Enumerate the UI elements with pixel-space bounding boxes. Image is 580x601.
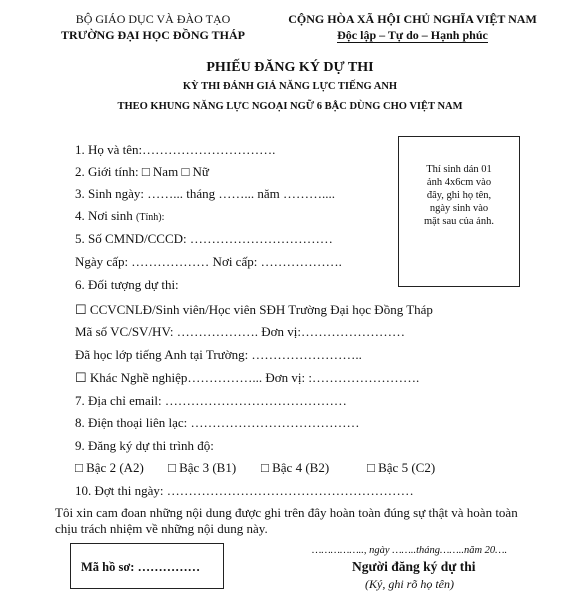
- level-option-b2: □ Bậc 4 (B2): [261, 460, 330, 475]
- commitment-text: Tôi xin cam đoan những nội dung được ghi trên đây hoàn toàn đúng sự thật và hoàn toàn chịu trách nhiệm về những nội dung này.: [55, 505, 518, 536]
- field-english-class: Đã học lớp tiếng Anh tại Trường: ……………………..: [75, 347, 362, 362]
- signer-note: (Ký, ghi rõ họ tên): [365, 577, 454, 591]
- field-id-code-unit: Mã số VC/SV/HV: ………………. Đơn vị:……………………: [75, 324, 405, 339]
- form-subtitle-2: THEO KHUNG NĂNG LỰC NGOẠI NGỮ 6 BẬC DÙNG CHO VIỆT NAM: [117, 101, 463, 112]
- university-name-text: TRƯỜNG ĐẠI HỌC ĐỒNG THÁP: [60, 28, 245, 42]
- field-birth-place-note: (Tỉnh):: [136, 212, 165, 223]
- file-code-box: [70, 543, 224, 589]
- ministry-name: BỘ GIÁO DỤC VÀ ĐÀO TẠO: [75, 12, 231, 26]
- sign-date-line: …………….., ngày ……..tháng……..năm 20….: [312, 545, 508, 556]
- photo-instructions: Thí sinh dán 01 ảnh 4x6cm vào đây, ghi họ tên, ngày sinh vào mặt sau của ảnh.: [424, 164, 494, 227]
- field-full-name: 1. Họ và tên:………………………….: [75, 142, 276, 157]
- level-option-b1: □ Bậc 3 (B1): [168, 460, 237, 475]
- field-birth-place-label: 4. Nơi sinh: [75, 208, 133, 223]
- field-issue-info: Ngày cấp: ……………… Nơi cấp: ……………….: [75, 254, 342, 269]
- field-phone: 8. Điện thoại liên lạc: …………………………………: [75, 415, 360, 430]
- country-name: CỘNG HÒA XÃ HỘI CHỦ NGHĨA VIỆT NAM: [288, 12, 537, 26]
- motto-text: Độc lập – Tự do – Hạnh phúc: [337, 28, 488, 42]
- motto: [270, 28, 555, 43]
- file-code-text: Mã hồ sơ: ……………: [81, 560, 201, 574]
- field-exam-date: 10. Đợt thi ngày: …………………………………………………: [75, 483, 414, 498]
- field-id-number: 5. Số CMND/CCCD: ……………………………: [75, 231, 333, 246]
- field-birth-place: [75, 208, 164, 224]
- field-email: 7. Địa chỉ email: ……………………………………: [75, 393, 347, 408]
- form-subtitle-1: KỲ THI ĐÁNH GIÁ NĂNG LỰC TIẾNG ANH: [182, 81, 398, 92]
- signer-title: Người đăng ký dự thi: [352, 559, 476, 574]
- field-gender: 2. Giới tính: □ Nam □ Nữ: [75, 164, 209, 179]
- field-birth-date: 3. Sinh ngày: ……... tháng ……... năm ………....: [75, 186, 335, 201]
- photo-box: [398, 136, 520, 287]
- level-option-a2: □ Bậc 2 (A2): [75, 460, 144, 475]
- field-level-heading: 9. Đăng ký dự thi trình độ:: [75, 438, 214, 453]
- level-option-c2: □ Bậc 5 (C2): [367, 460, 436, 475]
- option-staff-student: ☐ CCVCNLĐ/Sinh viên/Học viên SĐH Trường Đại học Đồng Tháp: [75, 302, 433, 317]
- field-candidate-type: 6. Đối tượng dự thi:: [75, 277, 179, 292]
- form-title: PHIẾU ĐĂNG KÝ DỰ THI: [206, 60, 374, 75]
- university-name: [48, 28, 258, 43]
- option-other: ☐ Khác Nghề nghiệp……………... Đơn vị: :…………………….: [75, 370, 420, 385]
